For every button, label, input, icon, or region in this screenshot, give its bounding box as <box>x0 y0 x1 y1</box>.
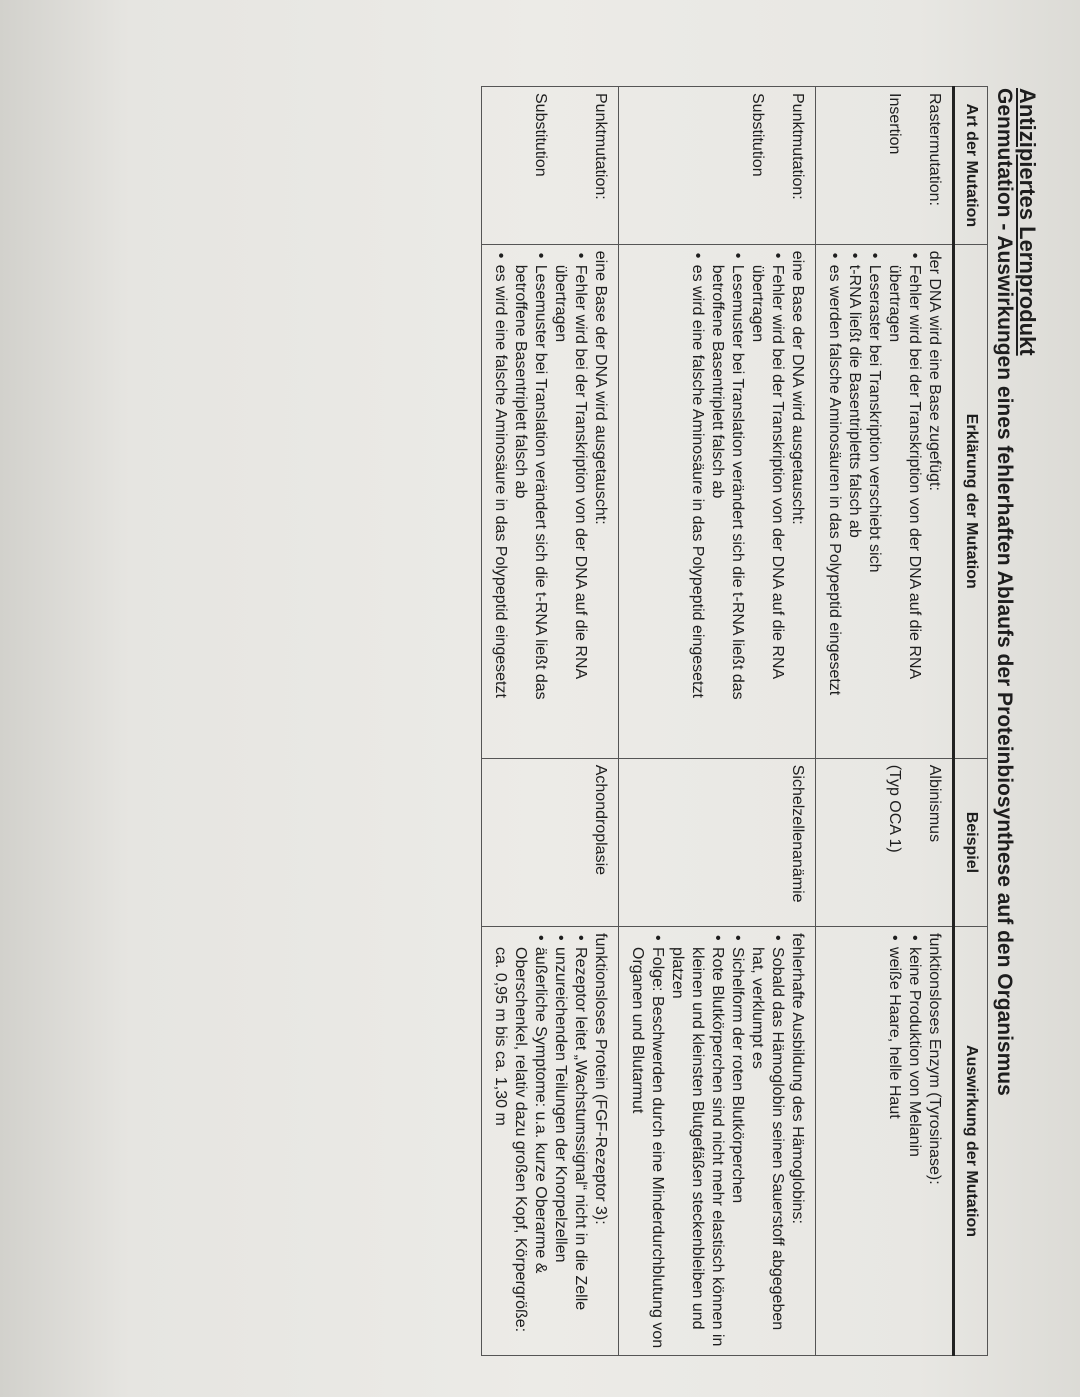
explanation-cell <box>619 244 816 758</box>
example-note: (Typ OCA 1) <box>886 764 903 853</box>
mutation-type-cell <box>816 87 954 245</box>
list-item: • es wird eine falsche Aminosäure in das Polypeptid eingesetzt <box>490 265 510 752</box>
effect-cell <box>619 927 816 1356</box>
effect-intro: fehlerhafte Ausbildung des Hämoglobins: <box>789 933 806 1224</box>
mutation-table <box>481 86 988 1356</box>
document-subtitle: Genmutation - Auswirkungen eines fehlerhaften Ablaufs der Proteinbiosynthese auf den Organismus <box>993 88 1016 1096</box>
explanation-list <box>687 251 787 752</box>
rotated-document <box>180 72 1040 1372</box>
list-item: • Lesemuster bei Translation verändert sich die t-RNA ließt das betroffene Basentriplett falsch ab <box>510 265 550 752</box>
effect-list <box>490 933 590 1349</box>
list-item: • es werden falsche Aminosäuren in das Polypeptid eingesetzt <box>824 265 844 752</box>
effect-intro: funktionsloses Protein (FGF-Rezeptor 3): <box>592 933 609 1225</box>
mutation-type: Rastermutation: <box>926 93 943 206</box>
explanation-intro: eine Base der DNA wird ausgetauscht: <box>789 250 806 525</box>
header-effect: Auswirkung der Mutation <box>954 927 988 1356</box>
example-cell <box>482 758 619 926</box>
mutation-type-cell <box>482 87 619 245</box>
mutation-type: Punktmutation: <box>592 93 609 200</box>
example-name: Sichelzellenanämie <box>789 764 806 903</box>
mutation-type-cell <box>619 87 816 245</box>
list-item: • Lesemuster bei Translation verändert sich die t-RNA ließt das betroffene Basentriplett falsch ab <box>707 265 747 752</box>
header-example: Beispiel <box>954 758 988 926</box>
mutation-subtype: Substitution <box>749 93 766 177</box>
header-type: Art der Mutation <box>954 87 988 245</box>
list-item: • Rezeptor leitet „Wachstumssignal“ nicht in die Zelle <box>570 947 590 1349</box>
list-item: • Fehler wird bei der Transkription von der DNA auf die RNA übertragen <box>747 265 787 752</box>
list-item: • Sichelform der roten Blutkörperchen <box>727 947 747 1349</box>
header-explanation: Erklärung der Mutation <box>954 244 988 758</box>
list-item: • weiße Haare, helle Haut <box>884 947 904 1349</box>
table-row <box>816 87 954 1356</box>
list-item: • Rote Blutkörperchen sind nicht mehr elastisch können in kleinen und kleinsten Blutgefäßen steckenbleiben und platzen <box>667 947 727 1349</box>
explanation-cell <box>816 244 954 758</box>
mutation-subtype: Substitution <box>532 93 549 177</box>
effect-list <box>884 933 924 1349</box>
list-item: • Leseraster bei Transkription verschiebt sich <box>864 265 884 752</box>
example-name: Albinismus <box>926 764 943 843</box>
explanation-intro: der DNA wird eine Base zugefügt: <box>926 250 943 491</box>
list-item: • Sobald das Hämoglobin seinen Sauerstoff abgegeben hat, verklumpt es <box>747 947 787 1349</box>
list-item: • äußerliche Symptome: u.a. kurze Oberarme & Oberschenkel, relativ dazu großen Kopf, Körpergröße: ca. 0,95 m bis ca. 1,30 m <box>490 947 550 1349</box>
example-cell <box>619 758 816 926</box>
list-item: • es wird eine falsche Aminosäure in das Polypeptid eingesetzt <box>687 265 707 752</box>
effect-list <box>627 933 787 1349</box>
explanation-intro: eine Base der DNA wird ausgetauscht: <box>592 250 609 525</box>
effect-cell <box>482 927 619 1356</box>
list-item: • t-RNA ließt die Basentripletts falsch ab <box>844 265 864 752</box>
effect-intro: funktionsloses Enzym (Tyrosinase): <box>926 933 943 1185</box>
list-item: • unzureichenden Teilungen der Knorpelzellen <box>550 947 570 1349</box>
document-title: Antizipiertes Lernprodukt <box>1015 88 1040 356</box>
list-item: • Folge: Beschwerden durch eine Minderdurchblutung von Organen und Blutarmut <box>627 947 667 1349</box>
table-row <box>619 87 816 1356</box>
table-row <box>482 87 619 1356</box>
explanation-cell <box>482 244 619 758</box>
effect-cell <box>816 927 954 1356</box>
mutation-type: Punktmutation: <box>789 93 806 200</box>
mutation-subtype: Insertion <box>886 93 903 155</box>
list-item: • Fehler wird bei der Transkription von der DNA auf die RNA übertragen <box>884 265 924 752</box>
list-item: • Fehler wird bei der Transkription von der DNA auf die RNA übertragen <box>550 265 590 752</box>
example-cell <box>816 758 954 926</box>
list-item: • keine Produktion von Melanin <box>904 947 924 1349</box>
table-header-row <box>954 87 988 1356</box>
example-name: Achondroplasie <box>592 764 609 876</box>
explanation-list <box>824 251 924 752</box>
explanation-list <box>490 251 590 752</box>
